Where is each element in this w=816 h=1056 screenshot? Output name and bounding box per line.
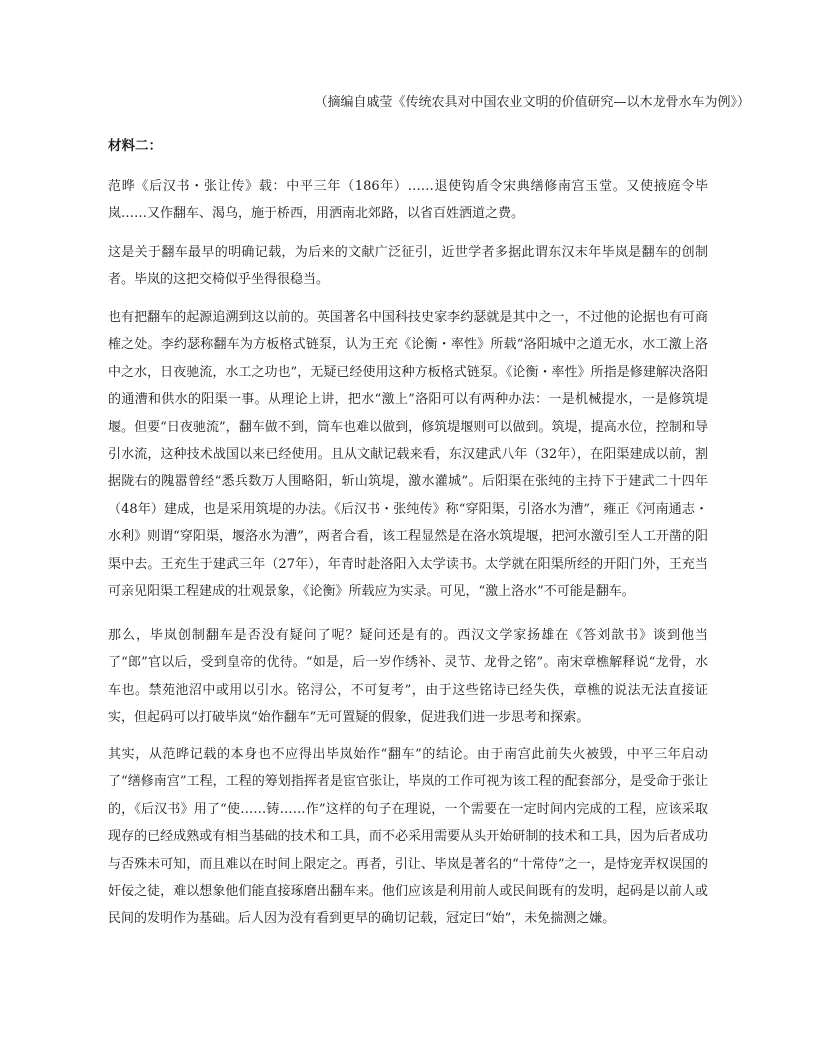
- paragraph-2: 这是关于翻车最早的明确记载，为后来的文献广泛征引，近世学者多据此谓东汉末年毕岚是翻车的创制者。毕岚的这把交椅似乎坐得很稳当。: [108, 245, 708, 288]
- paragraph-5: 其实，从范晔记载的本身也不应得出毕岚始作“翻车”的结论。由于南宫此前失火被毁，中平三年启动了“缮修南宫”工程，工程的筹划指挥者是宦官张让，毕岚的工作可视为该工程的配套部分，是受命于张让的，《后汉书》用了“使……铸……作”这样的句子在理说，一个需要在一定时间内完成的工程，应该采取现存的已经成熟或有相当基础的技术和工具，而不必采用需要从头开始研制的技术和工具，因为后者成功与否殊未可知，而且难以在时间上限定之。再者，引让、毕岚是著名的“十常侍”之一，是恃宠弄权误国的奸佞之徒，难以想象他们能直接琢磨出翻车来。他们应该是利用前人或民间既有的发明，起码是以前人或民间的发明作为基础。后人因为没有看到更早的确切记载，冠定曰“始”，未免揣测之嫌。: [108, 747, 708, 927]
- source-citation: （摘编自戚莹《传统农具对中国农业文明的价值研究—以木龙骨水车为例》）: [314, 95, 750, 110]
- paragraph-1: 范晔《后汉书・张让传》载：中平三年（186年）……退使钩盾令宋典缮修南宫玉堂。又使掖庭令毕岚……又作翻车、渴乌，施于桥西，用洒南北郊路，以省百姓洒道之费。: [108, 179, 708, 222]
- paragraph-4: 那么，毕岚创制翻车是否没有疑问了呢？疑问还是有的。西汉文学家扬雄在《答刘歆书》谈到他当了“郎”官以后，受到皇帝的优待。“如是，后一岁作绣补、灵节、龙骨之铭”。南宋章樵解释说“龙骨，水车也。禁苑池沼中或用以引水。铭浔公，不可复考”，由于这些铭诗已经失佚，章樵的说法无法直接证实，但起码可以打破毕岚“始作翻车”无可置疑的假象，促进我们进一步思考和探索。: [108, 628, 708, 726]
- section-heading: 材料二：: [108, 138, 162, 154]
- paragraph-3: 也有把翻车的起源追溯到这以前的。英国著名中国科技史家李约瑟就是其中之一，不过他的论据也有可商榷之处。李约瑟称翻车为方板格式链泵，认为王充《论衡・率性》所载“洛阳城中之道无水，水工激上洛中之水，日夜驰流，水工之功也”，无疑已经使用这种方板格式链泵。《论衡・率性》所指是修建解决洛阳的通漕和供水的阳渠一事。从理论上讲，把水“激上”洛阳可以有两种办法：一是机械提水，一是修筑堤堰。但要“日夜驰流”，翻车做不到，筒车也难以做到，修筑堤堰则可以做到。筑堤，提高水位，控制和导引水流，这种技术战国以来已经使用。且从文献记载来看，东汉建武八年（32年），在阳渠建成以前，割据陇右的隗嚣曾经“悉兵数万人围略阳，斩山筑堤，激水灌城”。后阳渠在张纯的主持下于建武二十四年（48年）建成，也是采用筑堤的办法。《后汉书・张纯传》称“穿阳渠，引洛水为漕”，雍正《河南通志・水利》则谓“穿阳渠，堰洛水为漕”，两者合看，该工程显然是在洛水筑堤堰，把河水激引至人工开凿的阳渠中去。王充生于建武三年（27年），年青时赴洛阳入太学读书。太学就在阳渠所经的开阳门外，王充当可亲见阳渠工程建成的壮观景象，《论衡》所载应为实录。可见，“激上洛水”不可能是翻车。: [108, 310, 708, 600]
